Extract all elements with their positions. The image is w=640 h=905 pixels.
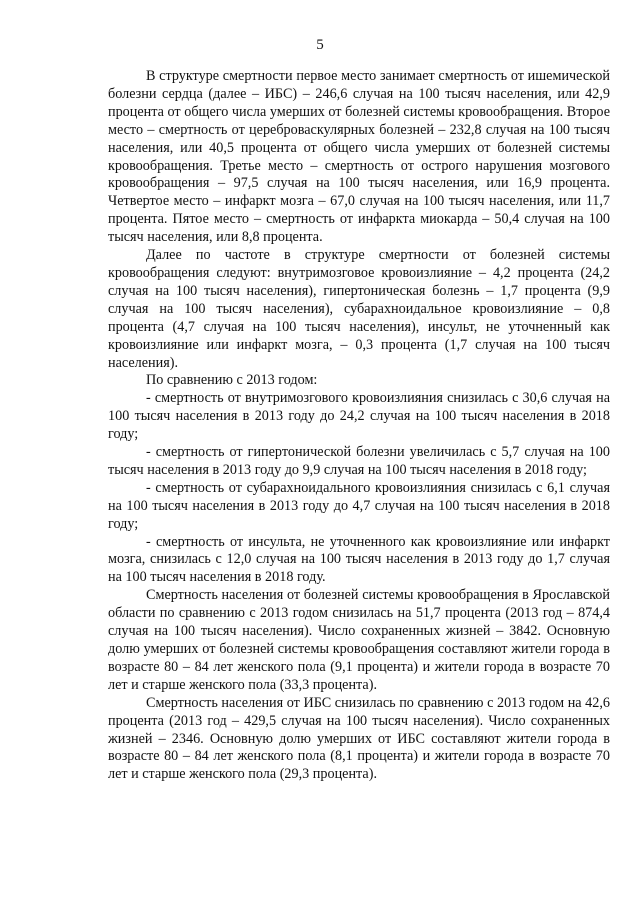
paragraph-comparison-intro: По сравнению с 2013 годом: [146,372,318,389]
paragraph-frequency-structure: Далее по частоте в структуре смертности от болезней системы кровообращения следуют: внутримозговое кровоизлияние – 4,2 процента (24,2 случая на 100 тысяч населения), гипертоническая болезнь – 1,7 процента (9,9 случая на 100 тысяч населения), субарахноидальное кровоизлияние – 0,8 процента (4,7 случая на 100 тысяч населения), инсульт, не уточненный как кровоизлияние или инфаркт мозга, – 0,3 процента (1,7 случая на 100 тысяч населения). [108,247,610,371]
paragraph-circulatory-mortality-decline: Смертность населения от болезней системы кровообращения в Ярославской области по сравнению с 2013 годом снизилась на 51,7 процента (2013 год – 874,4 случая на 100 тысяч населения). Число сохраненных жизней – 3842. Основную долю умерших от болезней системы кровообращения составляют жители города в возрасте 80 – 84 лет женского пола (9,1 процента) и жители города в возрасте 70 лет и старше женского пола (33,3 процента). [108,587,610,693]
page-number: 5 [316,37,324,53]
list-item-hypertensive-disease: - смертность от гипертонической болезни увеличилась с 5,7 случая на 100 тысяч населения в 2013 году до 9,9 случая на 100 тысяч населения в 2018 году; [108,444,610,478]
list-item-intracerebral-hemorrhage: - смертность от внутримозгового кровоизлияния снизилась с 30,6 случая на 100 тысяч населения в 2013 году до 24,2 случая на 100 тысяч населения в 2018 году; [108,390,610,443]
paragraph-ihd-mortality-decline: Смертность населения от ИБС снизилась по сравнению с 2013 годом на 42,6 процента (2013 год – 429,5 случая на 100 тысяч населения). Число сохраненных жизней – 2346. Основную долю умерших от ИБС составляют жители города в возрасте 80 – 84 лет женского пола (8,1 процента) и жители города в возрасте 70 лет и старше женского пола (29,3 процента). [108,694,610,783]
list-item-unspecified-stroke: - смертность от инсульта, не уточненного как кровоизлияние или инфаркт мозга, снизилась с 12,0 случая на 100 тысяч населения в 2013 году до 1,7 случая на 100 тысяч населения в 2018 году. [108,533,610,586]
paragraph-mortality-structure: В структуре смертности первое место занимает смертность от ишемической болезни сердца (далее – ИБС) – 246,6 случая на 100 тысяч населения, или 42,9 процента от общего числа умерших от болезней системы кровообращения. Второе место – смертность от цереброваскулярных болезней – 232,8 случая на 100 тысяч населения, или 40,5 процента от общего числа умерших от болезней системы кровообращения. Третье место – смертность от острого нарушения мозгового кровообращения – 97,5 случая на 100 тысяч населения, или 16,9 процента. Четвертое место – инфаркт мозга – 67,0 случая на 100 тысяч населения, или 11,7 процента. Пятое место – смертность от инфаркта миокарда – 50,4 случая на 100 тысяч населения, или 8,8 процента. [108,68,610,246]
list-item-subarachnoid-hemorrhage: - смертность от субарахноидального кровоизлияния снизилась с 6,1 случая на 100 тысяч населения в 2013 году до 4,7 случая на 100 тысяч населения в 2018 году; [108,479,610,532]
document-body [108,68,610,784]
